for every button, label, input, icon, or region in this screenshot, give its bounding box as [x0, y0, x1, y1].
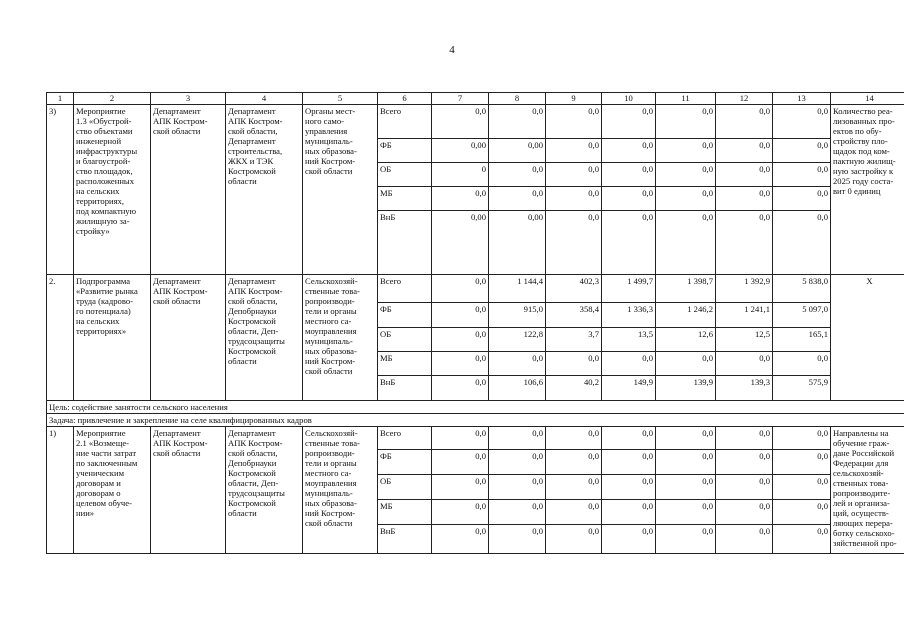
funding-source: ВнБ — [378, 376, 432, 401]
amount-cell: 139,3 — [716, 376, 773, 401]
amount-cell: 0,0 — [716, 525, 773, 554]
amount-cell: 0,0 — [489, 450, 546, 475]
column-number-row — [47, 93, 904, 105]
amount-cell: 0,0 — [432, 450, 489, 475]
amount-cell: 0,0 — [716, 211, 773, 275]
amount-cell: 0,0 — [432, 275, 489, 303]
item-name: Мероприятие 1.3 «Обустрой- ство объектами инженерной инфраструктуры и благоустрой- ство площадок, расположенных на сельских территориях, под компактную жилищную за- стройку» — [74, 105, 151, 275]
funding-source: МБ — [378, 187, 432, 211]
coexecutor-departments: Департамент АПК Костром- ской области, Депобрнауки Костромской области, Деп- трудсоцзащиты Костромской области — [226, 427, 303, 554]
header-cell: 10 — [602, 93, 656, 105]
amount-cell: 0,0 — [602, 139, 656, 163]
amount-cell: 0,0 — [656, 211, 716, 275]
amount-cell: 0,0 — [602, 500, 656, 525]
amount-cell: 0,0 — [546, 163, 602, 187]
amount-cell: 149,9 — [602, 376, 656, 401]
amount-cell: 1 246,2 — [656, 303, 716, 328]
amount-cell: 0,0 — [656, 525, 716, 554]
header-cell: 8 — [489, 93, 546, 105]
amount-cell: 1 392,9 — [716, 275, 773, 303]
amount-cell: 0,0 — [773, 105, 831, 139]
coexecutor-departments: Департамент АПК Костром- ской области, Депобрнауки Костромской области, Деп- трудсоцзащиты Костромской области — [226, 275, 303, 401]
amount-cell: 0,0 — [546, 105, 602, 139]
funding-source: ФБ — [378, 139, 432, 163]
header-cell: 11 — [656, 93, 716, 105]
funding-source: МБ — [378, 500, 432, 525]
amount-cell: 165,1 — [773, 328, 831, 352]
item-name: Мероприятие 2.1 «Возмеще- ние части затрат по заключенным ученическим договорам и договорам о целевом обуче- нии» — [74, 427, 151, 554]
goal-text: Цель: содействие занятости сельского населения — [47, 401, 904, 414]
item-number: 3) — [47, 105, 74, 275]
funding-source: Всего — [378, 427, 432, 450]
coexecutor-departments: Департамент АПК Костром- ской области, Департамент строительства, ЖКХ и ТЭК Костромской области — [226, 105, 303, 275]
financing-table — [46, 92, 904, 554]
amount-cell: 0,0 — [773, 187, 831, 211]
amount-cell: 0,0 — [546, 525, 602, 554]
amount-cell: 0,0 — [432, 376, 489, 401]
header-cell: 6 — [378, 93, 432, 105]
funding-source: ФБ — [378, 303, 432, 328]
expected-result: X — [831, 275, 904, 401]
amount-cell: 358,4 — [546, 303, 602, 328]
header-cell: 7 — [432, 93, 489, 105]
amount-cell: 0,0 — [432, 105, 489, 139]
funding-source: ВнБ — [378, 211, 432, 275]
amount-cell: 0,0 — [602, 163, 656, 187]
amount-cell: 3,7 — [546, 328, 602, 352]
header-cell: 12 — [716, 93, 773, 105]
item-number: 1) — [47, 427, 74, 554]
amount-cell: 0,0 — [602, 525, 656, 554]
amount-cell: 0,0 — [546, 187, 602, 211]
amount-cell: 0,0 — [602, 450, 656, 475]
amount-cell: 0,0 — [773, 163, 831, 187]
amount-cell: 0,0 — [656, 500, 716, 525]
header-cell: 2 — [74, 93, 151, 105]
amount-cell: 1 398,7 — [656, 275, 716, 303]
amount-cell: 0,0 — [546, 427, 602, 450]
header-cell: 9 — [546, 93, 602, 105]
amount-cell: 122,8 — [489, 328, 546, 352]
header-cell: 4 — [226, 93, 303, 105]
amount-cell: 0,0 — [602, 211, 656, 275]
task-text: Задача: привлечение и закрепление на селе квалифицированных кадров — [47, 414, 904, 427]
header-cell: 14 — [831, 93, 904, 105]
amount-cell: 0,0 — [489, 105, 546, 139]
amount-cell: 0,0 — [773, 500, 831, 525]
header-cell: 3 — [151, 93, 226, 105]
expected-result: Количество реа- лизованных про- ектов по обу- стройству пло- щадок под ком- пактную жилищ- ную застройку к 2025 году соста- вит 0 единиц — [831, 105, 904, 275]
responsible-department: Департамент АПК Костром- ской области — [151, 105, 226, 275]
amount-cell: 0,0 — [602, 427, 656, 450]
funding-source: Всего — [378, 275, 432, 303]
table-row — [47, 275, 904, 303]
amount-cell: 0,0 — [432, 427, 489, 450]
amount-cell: 0,0 — [602, 475, 656, 500]
amount-cell: 0,0 — [602, 105, 656, 139]
amount-cell: 915,0 — [489, 303, 546, 328]
amount-cell: 0,0 — [773, 525, 831, 554]
item-name: Подпрограмма «Развитие рынка труда (кадрово- го потенциала) на сельских территориях» — [74, 275, 151, 401]
table-body — [47, 93, 904, 554]
expected-result: Направлены на обучение граж- дане Российской Федерации для сельскохозяй- ственных това- ропроизводите- лей и организа- ций, осуществ- ляющих перера- ботку сельскохо- зяйственной про- — [831, 427, 904, 554]
participants: Органы мест- ного само- управления муниципаль- ных образова- ний Костром- ской области — [303, 105, 378, 275]
responsible-department: Департамент АПК Костром- ской области — [151, 427, 226, 554]
amount-cell: 1 241,1 — [716, 303, 773, 328]
amount-cell: 0,0 — [773, 427, 831, 450]
amount-cell: 0,0 — [773, 352, 831, 376]
amount-cell: 0,0 — [432, 500, 489, 525]
responsible-department: Департамент АПК Костром- ской области — [151, 275, 226, 401]
amount-cell: 0,0 — [656, 139, 716, 163]
table-row — [47, 427, 904, 450]
amount-cell: 0,0 — [602, 352, 656, 376]
amount-cell: 0,0 — [602, 187, 656, 211]
page-number: 4 — [449, 44, 455, 56]
amount-cell: 0,00 — [432, 211, 489, 275]
amount-cell: 0,0 — [656, 187, 716, 211]
amount-cell: 12,5 — [716, 328, 773, 352]
funding-source: ОБ — [378, 475, 432, 500]
amount-cell: 0,0 — [773, 475, 831, 500]
amount-cell: 1 499,7 — [602, 275, 656, 303]
funding-source: ОБ — [378, 163, 432, 187]
amount-cell: 0,0 — [656, 163, 716, 187]
amount-cell: 0,0 — [489, 500, 546, 525]
amount-cell: 0,0 — [656, 475, 716, 500]
funding-source: ВнБ — [378, 525, 432, 554]
amount-cell: 0,0 — [432, 352, 489, 376]
header-cell: 13 — [773, 93, 831, 105]
amount-cell: 0,0 — [432, 303, 489, 328]
amount-cell: 0,0 — [546, 500, 602, 525]
goal-text-row — [47, 401, 904, 414]
amount-cell: 0,00 — [489, 211, 546, 275]
amount-cell: 0,0 — [773, 450, 831, 475]
amount-cell: 0,0 — [489, 525, 546, 554]
amount-cell: 0,0 — [489, 352, 546, 376]
amount-cell: 402,3 — [546, 275, 602, 303]
amount-cell: 0,00 — [489, 139, 546, 163]
amount-cell: 0,0 — [432, 328, 489, 352]
amount-cell: 106,6 — [489, 376, 546, 401]
amount-cell: 0,0 — [432, 187, 489, 211]
funding-source: ОБ — [378, 328, 432, 352]
amount-cell: 139,9 — [656, 376, 716, 401]
table-row — [47, 105, 904, 139]
participants: Сельскохозяй- ственные това- ропроизводи- тели и органы местного са- моуправления муниципаль- ных образова- ний Костром- ской области — [303, 275, 378, 401]
amount-cell: 0,0 — [716, 450, 773, 475]
amount-cell: 0,0 — [773, 211, 831, 275]
amount-cell: 5 838,0 — [773, 275, 831, 303]
amount-cell: 0,0 — [716, 163, 773, 187]
amount-cell: 0,0 — [716, 475, 773, 500]
amount-cell: 0,0 — [716, 500, 773, 525]
funding-source: МБ — [378, 352, 432, 376]
amount-cell: 0,0 — [656, 352, 716, 376]
header-cell: 1 — [47, 93, 74, 105]
amount-cell: 1 144,4 — [489, 275, 546, 303]
amount-cell: 0,0 — [656, 427, 716, 450]
amount-cell: 0 — [432, 163, 489, 187]
amount-cell: 0,0 — [716, 139, 773, 163]
amount-cell: 1 336,3 — [602, 303, 656, 328]
amount-cell: 0,0 — [432, 525, 489, 554]
amount-cell: 0,0 — [489, 163, 546, 187]
amount-cell: 0,0 — [489, 427, 546, 450]
header-cell: 5 — [303, 93, 378, 105]
amount-cell: 0,0 — [716, 187, 773, 211]
participants: Сельскохозяй- ственные това- ропроизводи- тели и органы местного са- моуправления муниципаль- ных образова- ний Костром- ской области — [303, 427, 378, 554]
amount-cell: 0,0 — [546, 211, 602, 275]
amount-cell: 0,0 — [716, 352, 773, 376]
amount-cell: 0,0 — [773, 139, 831, 163]
funding-source: Всего — [378, 105, 432, 139]
amount-cell: 0,0 — [716, 105, 773, 139]
amount-cell: 0,0 — [716, 427, 773, 450]
amount-cell: 0,0 — [656, 450, 716, 475]
amount-cell: 0,0 — [546, 475, 602, 500]
amount-cell: 12,6 — [656, 328, 716, 352]
amount-cell: 0,0 — [546, 450, 602, 475]
item-number: 2. — [47, 275, 74, 401]
amount-cell: 0,0 — [546, 139, 602, 163]
amount-cell: 0,0 — [432, 475, 489, 500]
amount-cell: 40,2 — [546, 376, 602, 401]
amount-cell: 0,00 — [432, 139, 489, 163]
amount-cell: 0,0 — [546, 352, 602, 376]
task-text-row — [47, 414, 904, 427]
amount-cell: 13,5 — [602, 328, 656, 352]
amount-cell: 0,0 — [656, 105, 716, 139]
amount-cell: 0,0 — [489, 187, 546, 211]
amount-cell: 0,0 — [489, 475, 546, 500]
amount-cell: 5 097,0 — [773, 303, 831, 328]
funding-source: ФБ — [378, 450, 432, 475]
amount-cell: 575,9 — [773, 376, 831, 401]
